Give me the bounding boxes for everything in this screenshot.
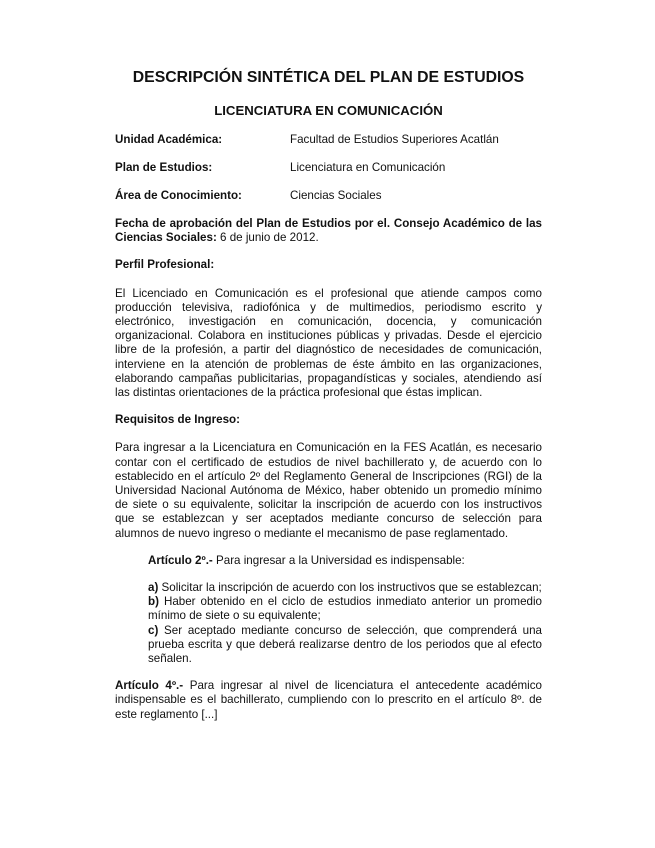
document-subtitle: LICENCIATURA EN COMUNICACIÓN xyxy=(214,103,443,118)
item-text: Ser aceptado mediante concurso de selección, que comprenderá una prueba escrita y que deberá realizarse dentro de los periodos que al efecto señalen. xyxy=(148,623,542,666)
item-letter: a) xyxy=(148,581,159,595)
requisitos-paragraph: Para ingresar a la Licenciatura en Comunicación en la FES Acatlán, es necesario contar con el certificado de estudios de nivel bachillerato y, de acuerdo con lo establecido en el artículo 2º del Reglamento General de Inscripciones (RGI) de la Universidad Nacional Autónoma de México, haber obtenido un promedio mínimo de siete o su equivalente, solicitar la inscripción de acuerdo con los instructivos que se establezcan y ser aceptados mediante concurso de selección para alumnos de nuevo ingreso o mediante el mecanismo de pase reglamentado. xyxy=(115,441,542,540)
document-title: DESCRIPCIÓN SINTÉTICA DEL PLAN DE ESTUDIOS xyxy=(132,69,525,86)
approval-paragraph xyxy=(115,217,542,245)
articulo-4-paragraph xyxy=(115,679,542,722)
articulo-2-intro xyxy=(148,554,542,568)
approval-label: Fecha de aprobación del Plan de Estudios por el. Consejo Académico de las Ciencias Sociales: xyxy=(115,217,542,245)
item-text: Haber obtenido en el ciclo de estudios inmediato anterior un promedio mínimo de siete o su equivalente; xyxy=(148,595,542,623)
field-row-area xyxy=(115,189,542,203)
field-label: Plan de Estudios: xyxy=(115,161,213,174)
articulo-4-label: Artículo 4º.- xyxy=(115,679,184,693)
articulo-2-text: Para ingresar a la Universidad es indispensable: xyxy=(212,553,465,567)
list-item xyxy=(148,581,542,595)
list-item xyxy=(148,624,542,667)
fields-list xyxy=(115,133,542,203)
perfil-paragraph: El Licenciado en Comunicación es el profesional que atiende campos como producción televisiva, radiofónica y de multimedios, periodismo escrito y electrónico, investigación en comunicación, docencia, y comunicación organizacional. Colabora en instituciones públicas y privadas. Desde el ejercicio libre de la profesión, a partir del diagnóstico de necesidades de comunicación, interviene en la atención de problemas de éste ámbito en las organizaciones, elaborando campañas publicitarias, propagandísticas y sociales, atendiendo así las distintas orientaciones de la práctica profesional que éstas implican. xyxy=(115,286,542,400)
list-item xyxy=(148,595,542,623)
document-page xyxy=(115,68,542,722)
articulo-2-items xyxy=(148,581,542,666)
field-row-plan xyxy=(115,161,542,175)
field-label: Unidad Académica: xyxy=(115,133,223,146)
field-value: Licenciatura en Comunicación xyxy=(290,161,446,174)
requisitos-heading: Requisitos de Ingreso: xyxy=(115,413,240,427)
field-row-unidad xyxy=(115,133,542,147)
item-letter: b) xyxy=(148,595,159,609)
articulo-4-text: Para ingresar al nivel de licenciatura el antecedente académico indispensable es el bachillerato, cumpliendo con lo prescrito en el artículo 8º. de este reglamento [...] xyxy=(115,679,542,721)
field-value: Facultad de Estudios Superiores Acatlán xyxy=(290,133,499,146)
item-letter: c) xyxy=(148,623,159,637)
articulo-2-block xyxy=(148,554,542,666)
perfil-heading: Perfil Profesional: xyxy=(115,258,215,272)
approval-date: 6 de junio de 2012. xyxy=(216,231,319,245)
articulo-2-label: Artículo 2º.- xyxy=(148,553,213,567)
item-text: Solicitar la inscripción de acuerdo con los instructivos que se establezcan; xyxy=(158,581,542,595)
field-value: Ciencias Sociales xyxy=(290,189,382,202)
field-label: Área de Conocimiento: xyxy=(115,189,242,202)
